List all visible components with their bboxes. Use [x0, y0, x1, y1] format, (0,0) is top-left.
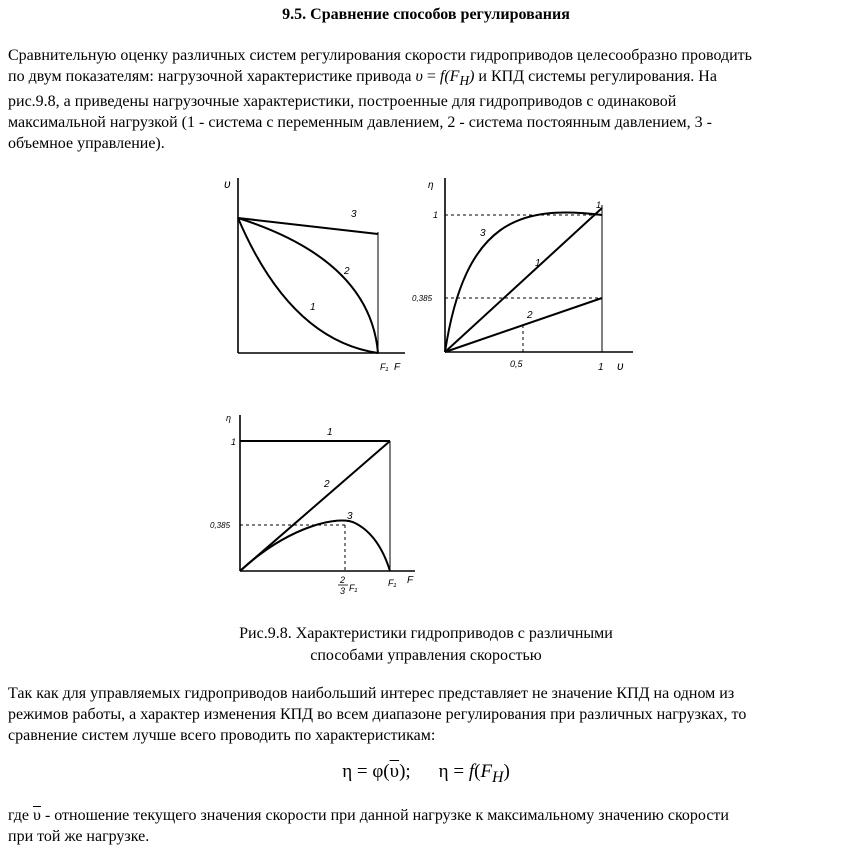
graph-a-x-label: F: [394, 362, 401, 373]
graph-b-curve-1: [445, 208, 602, 352]
graph-c-label-2: 2: [324, 479, 330, 490]
graph-c-x-tick-f1: F₁: [388, 578, 397, 588]
graph-b-y-label: η: [428, 180, 434, 191]
intro-line-5: объемное управление).: [8, 135, 165, 153]
definition-line-2: при той же нагрузке.: [8, 828, 150, 845]
graph-c-label-1: 1: [327, 427, 333, 438]
graph-b-x-tick-05: 0,5: [510, 359, 523, 369]
graph-b-y-tick-0385: 0,385: [412, 294, 433, 303]
graph-c-curve-3: [240, 521, 390, 571]
graph-b-label-2: 2: [527, 310, 533, 321]
section-title: 9.5. Сравнение способов регулирования: [282, 6, 570, 23]
intro-line-2: по двум показателям: нагрузочной характеристике привода $\upsilon = f(F_H)$ и КПД системы регулирования. На: [8, 68, 717, 89]
graph-a: [200, 170, 430, 380]
graph-a-curve-1: [238, 218, 378, 353]
graph-c-x-tick-frac-den: 3: [340, 586, 346, 596]
intro-line-1: Сравнительную оценку различных систем регулирования скорости гидроприводов целесообразно проводить: [8, 47, 752, 64]
formula: $\eta = \varphi(\overline{\upsilon})$; $\eta = f(F_H)$: [342, 761, 510, 786]
graph-b-label-3: 3: [480, 228, 486, 239]
body-paragraph: [8, 683, 846, 746]
graph-c-y-label: η: [226, 413, 231, 423]
graph-c-x-label: F: [407, 575, 414, 586]
graph-a-curve-2: [238, 218, 378, 353]
intro-line-4: максимальной нагрузкой (1 - система с переменным давлением, 2 - система постоянным давлением, 3 -: [8, 114, 712, 132]
definition-line-1: где $\overline{\upsilon}$ - отношение текущего значения скорости при данной нагрузке к максимальному значению скорости: [8, 807, 729, 824]
graph-a-label-2: 2: [344, 266, 350, 277]
graph-b-y-tick-1: 1: [433, 210, 439, 220]
figure-caption-line-1: Рис.9.8. Характеристики гидроприводов с различными: [239, 625, 613, 642]
graph-c-y-tick-1: 1: [231, 437, 237, 447]
body-line-1: Так как для управляемых гидроприводов наибольший интерес представляет не значение КПД на одном из: [8, 685, 735, 702]
graph-b-x-tick-1: 1: [598, 362, 604, 373]
graph-c-x-tick-frac-var: F₁: [349, 583, 358, 593]
graph-c-label-3: 3: [347, 511, 353, 522]
graph-c-x-tick-frac-num: 2: [340, 575, 346, 585]
figure-caption-line-2: способами управления скоростью: [310, 647, 542, 664]
body-line-2: режимов работы, а характер изменения КПД во всем диапазоне регулирования при различных нагрузках, то: [8, 706, 747, 723]
graph-c-y-tick-0385: 0,385: [210, 521, 231, 530]
graph-a-label-3: 3: [351, 209, 357, 220]
graph-b: [410, 170, 640, 380]
graph-a-label-1: 1: [310, 302, 316, 313]
body-line-3: сравнение систем лучше всего проводить по характеристикам:: [8, 727, 436, 744]
graph-b-label-end: 1: [596, 200, 602, 210]
graph-a-x-tick: F₁: [380, 362, 389, 372]
graph-c: [210, 405, 440, 600]
figure-caption: [0, 623, 852, 667]
definition-paragraph: [8, 805, 846, 847]
intro-paragraph: [8, 45, 846, 154]
graph-b-x-label: υ: [617, 359, 624, 373]
graph-b-label-1: 1: [535, 258, 541, 269]
graph-a-y-label: υ: [224, 177, 231, 191]
intro-line-3: рис.9.8, а приведены нагрузочные характеристики, построенные для гидроприводов с одинаковой: [8, 93, 677, 111]
